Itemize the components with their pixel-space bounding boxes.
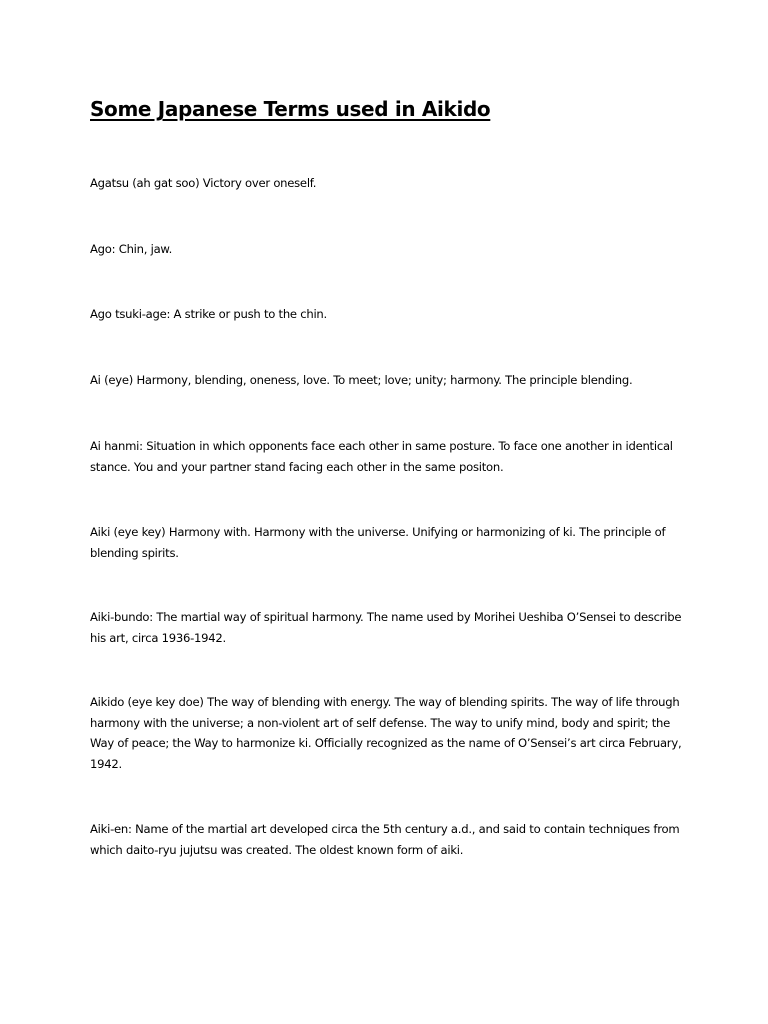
glossary-entry-ago-tsuki-age: Ago tsuki-age: A strike or push to the chin. [90, 307, 327, 321]
page-title: Some Japanese Terms used in Aikido [90, 97, 491, 121]
glossary-entry-agatsu: Agatsu (ah gat soo) Victory over oneself. [90, 176, 317, 190]
glossary-entry-aiki-en: Aiki-en: Name of the martial art developed circa the 5th century a.d., and said to contain techniques from which daito-ryu jujutsu was created. The oldest known form of aiki. [90, 822, 680, 857]
glossary-entry-aiki-bundo: Aiki-bundo: The martial way of spiritual harmony. The name used by Morihei Ueshiba O’Sensei to describe his art, circa 1936-1942. [90, 610, 682, 645]
glossary-entry-ai: Ai (eye) Harmony, blending, oneness, love. To meet; love; unity; harmony. The principle blending. [90, 373, 633, 387]
glossary-entry-ago: Ago: Chin, jaw. [90, 242, 173, 256]
glossary-entry-aiki: Aiki (eye key) Harmony with. Harmony with the universe. Unifying or harmonizing of ki. The principle of blending spirits. [90, 525, 666, 560]
glossary-entry-aikido: Aikido (eye key doe) The way of blending with energy. The way of blending spirits. The way of life through harmony with the universe; a non-violent art of self defense. The way to unify mind, body and spirit; the Way of peace; the Way to harmonize ki. Officially recognized as the name of O’Sensei’s art circa February, 1942. [90, 695, 682, 771]
glossary-entry-ai-hanmi: Ai hanmi: Situation in which opponents face each other in same posture. To face one another in identical stance. You and your partner stand facing each other in the same positon. [90, 439, 673, 474]
